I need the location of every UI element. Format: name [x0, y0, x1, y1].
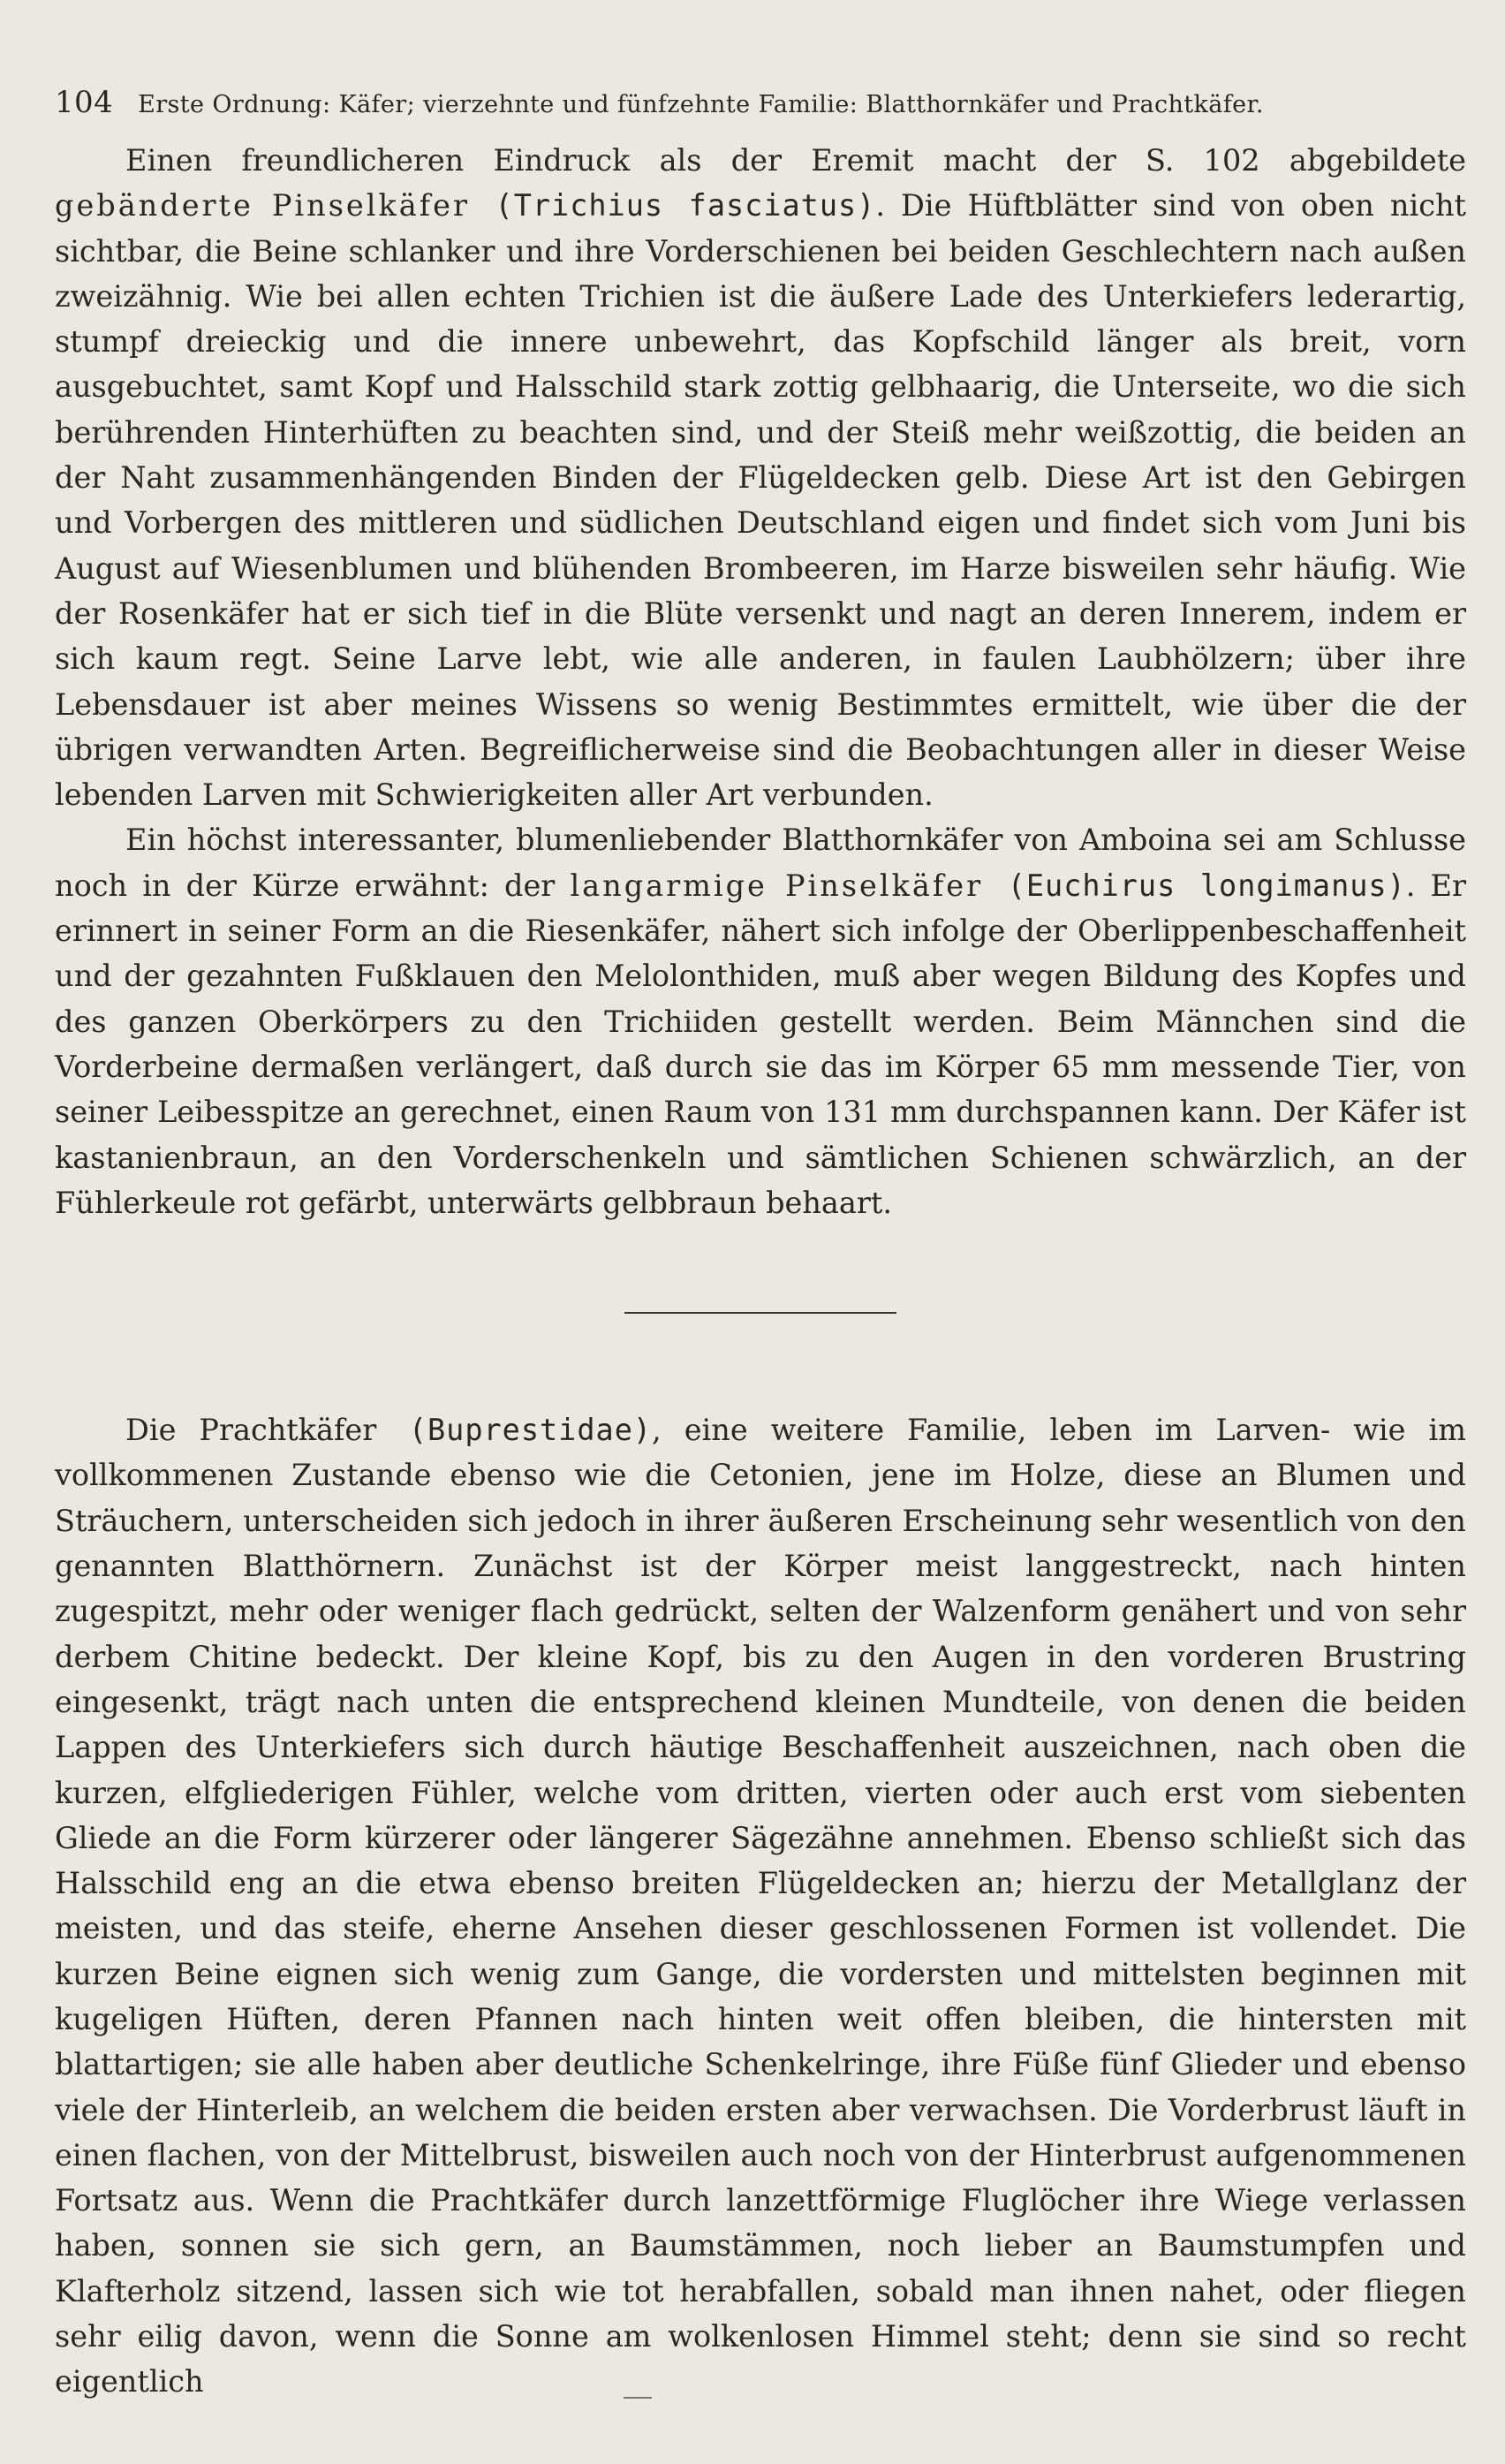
paragraph-trichius [55, 138, 1466, 817]
book-page [55, 85, 1466, 2405]
running-title: Erste Ordnung: Käfer; vierzehnte und fünfzehnte Familie: Blatthornkäfer und Prachtkäfer. [138, 91, 1264, 118]
species-latin-name: (Euchirus longimanus) [983, 868, 1406, 903]
page-number: 104 [55, 85, 114, 120]
running-header [55, 85, 1466, 138]
species-latin-name: (Trichius fasciatus) [469, 188, 876, 224]
species-common-name: langarmige Pinselkäfer [570, 868, 984, 903]
paragraph-text-body: . Er erinnert in seiner Form an die Riesenkäfer, nähert sich infolge der Oberlippenbeschaffenheit und der gezahnten Fußklauen den Melolonthiden, muß aber wegen Bildung des Kopfes und des ganzen Oberkörpers zu den Trichiiden gestellt werden. Beim Männchen sind die Vorderbeine dermaßen verlängert, daß durch sie das im Körper 65 mm messende Tier, von seiner Leibesspitze an gerechnet, einen Raum von 131 mm durchspannen kann. Der Käfer ist kastanienbraun, an den Vorderschenkeln und sämtlichen Schienen schwärzlich, an der Fühlerkeule rot gefärbt, unterwärts gelbbraun behaart. [55, 868, 1466, 1220]
paragraph-text-body: , eine weitere Familie, leben im Larven- wie im vollkommenen Zustande ebenso wie die Cetonien, jene im Holze, diese an Blumen und Sträuchern, unterscheiden sich jedoch in ihrer äußeren Erscheinung sehr wesentlich von den genannten Blatthörnern. Zunächst ist der Körper meist langgestreckt, nach hinten zugespitzt, mehr oder weniger flach gedrückt, selten der Walzenform genähert und von sehr derbem Chitine bedeckt. Der kleine Kopf, bis zu den Augen in den vorderen Brustring eingesenkt, trägt nach unten die entsprechend kleinen Mundteile, von denen die beiden Lappen des Unterkiefers sich durch häutige Beschaffenheit auszeichnen, nach oben die kurzen, elfgliederigen Fühler, welche vom dritten, vierten oder auch erst vom siebenten Gliede an die Form kürzerer oder längerer Sägezähne annehmen. Ebenso schließt sich das Halsschild eng an die etwa ebenso breiten Flügeldecken an; hierzu der Metallglanz der meisten, und das steife, eherne Ansehen dieser geschlossenen Formen ist vollendet. Die kurzen Beine eignen sich wenig zum Gange, die vordersten und mittelsten beginnen mit kugeligen Hüften, deren Pfannen nach hinten weit offen bleiben, die hintersten mit blattartigen; sie alle haben aber deutliche Schenkelringe, ihre Füße fünf Glieder und ebenso viele der Hinterleib, an welchem die beiden ersten aber verwachsen. Die Vorderbrust läuft in einen flachen, von der Mittelbrust, bisweilen auch noch von der Hinterbrust aufgenommenen Fortsatz aus. Wenn die Prachtkäfer durch lanzettförmige Fluglöcher ihre Wiege verlassen haben, sonnen sie sich gern, an Baumstämmen, noch lieber an Baumstumpfen und Klafterholz sitzend, lassen sich wie tot herabfallen, sobald man ihnen nahet, oder fliegen sehr eilig davon, wenn die Sonne am wolkenlosen Himmel steht; denn sie sind so recht eigentlich [55, 1413, 1466, 2400]
footer-mark [624, 2397, 652, 2399]
section-divider [624, 1312, 896, 1314]
family-latin-name: (Buprestidae) [376, 1413, 653, 1448]
paragraph-text-lead: Einen freundlicheren Eindruck als der Eremit macht der S. 102 abgebildete [125, 143, 1466, 178]
species-common-name: gebänderte Pinselkäfer [55, 188, 470, 224]
paragraph-buprestidae [55, 1407, 1466, 2405]
paragraph-text-lead: Die Prachtkäfer [125, 1413, 377, 1448]
paragraph-text-lead: Ein höchst interessanter, blumenliebender Blatthornkäfer von Amboina sei am Schlusse noch in der Kürze erwähnt: der [55, 823, 1466, 903]
paragraph-text-body: . Die Hüftblätter sind von oben nicht sichtbar, die Beine schlanker und ihre Vorderschienen bei beiden Geschlechtern nach außen zweizähnig. Wie bei allen echten Trichien ist die äußere Lade des Unterkiefers lederartig, stumpf dreieckig und die innere unbewehrt, das Kopfschild länger als breit, vorn ausgebuchtet, samt Kopf und Halsschild stark zottig gelbhaarig, die Unterseite, wo die sich berührenden Hinterhüften zu beachten sind, und der Steiß mehr weißzottig, die beiden an der Naht zusammenhängenden Binden der Flügeldecken gelb. Diese Art ist den Gebirgen und Vorbergen des mittleren und südlichen Deutschland eigen und findet sich vom Juni bis August auf Wiesenblumen und blühenden Brombeeren, im Harze bisweilen sehr häufig. Wie der Rosenkäfer hat er sich tief in die Blüte versenkt und nagt an deren Innerem, indem er sich kaum regt. Seine Larve lebt, wie alle anderen, in faulen Laubhölzern; über ihre Lebensdauer ist aber meines Wissens so wenig Bestimmtes ermittelt, wie über die der übrigen verwandten Arten. Begreiflicherweise sind die Beobachtungen aller in dieser Weise lebenden Larven mit Schwierigkeiten aller Art verbunden. [55, 188, 1466, 813]
paragraph-euchirus [55, 817, 1466, 1225]
